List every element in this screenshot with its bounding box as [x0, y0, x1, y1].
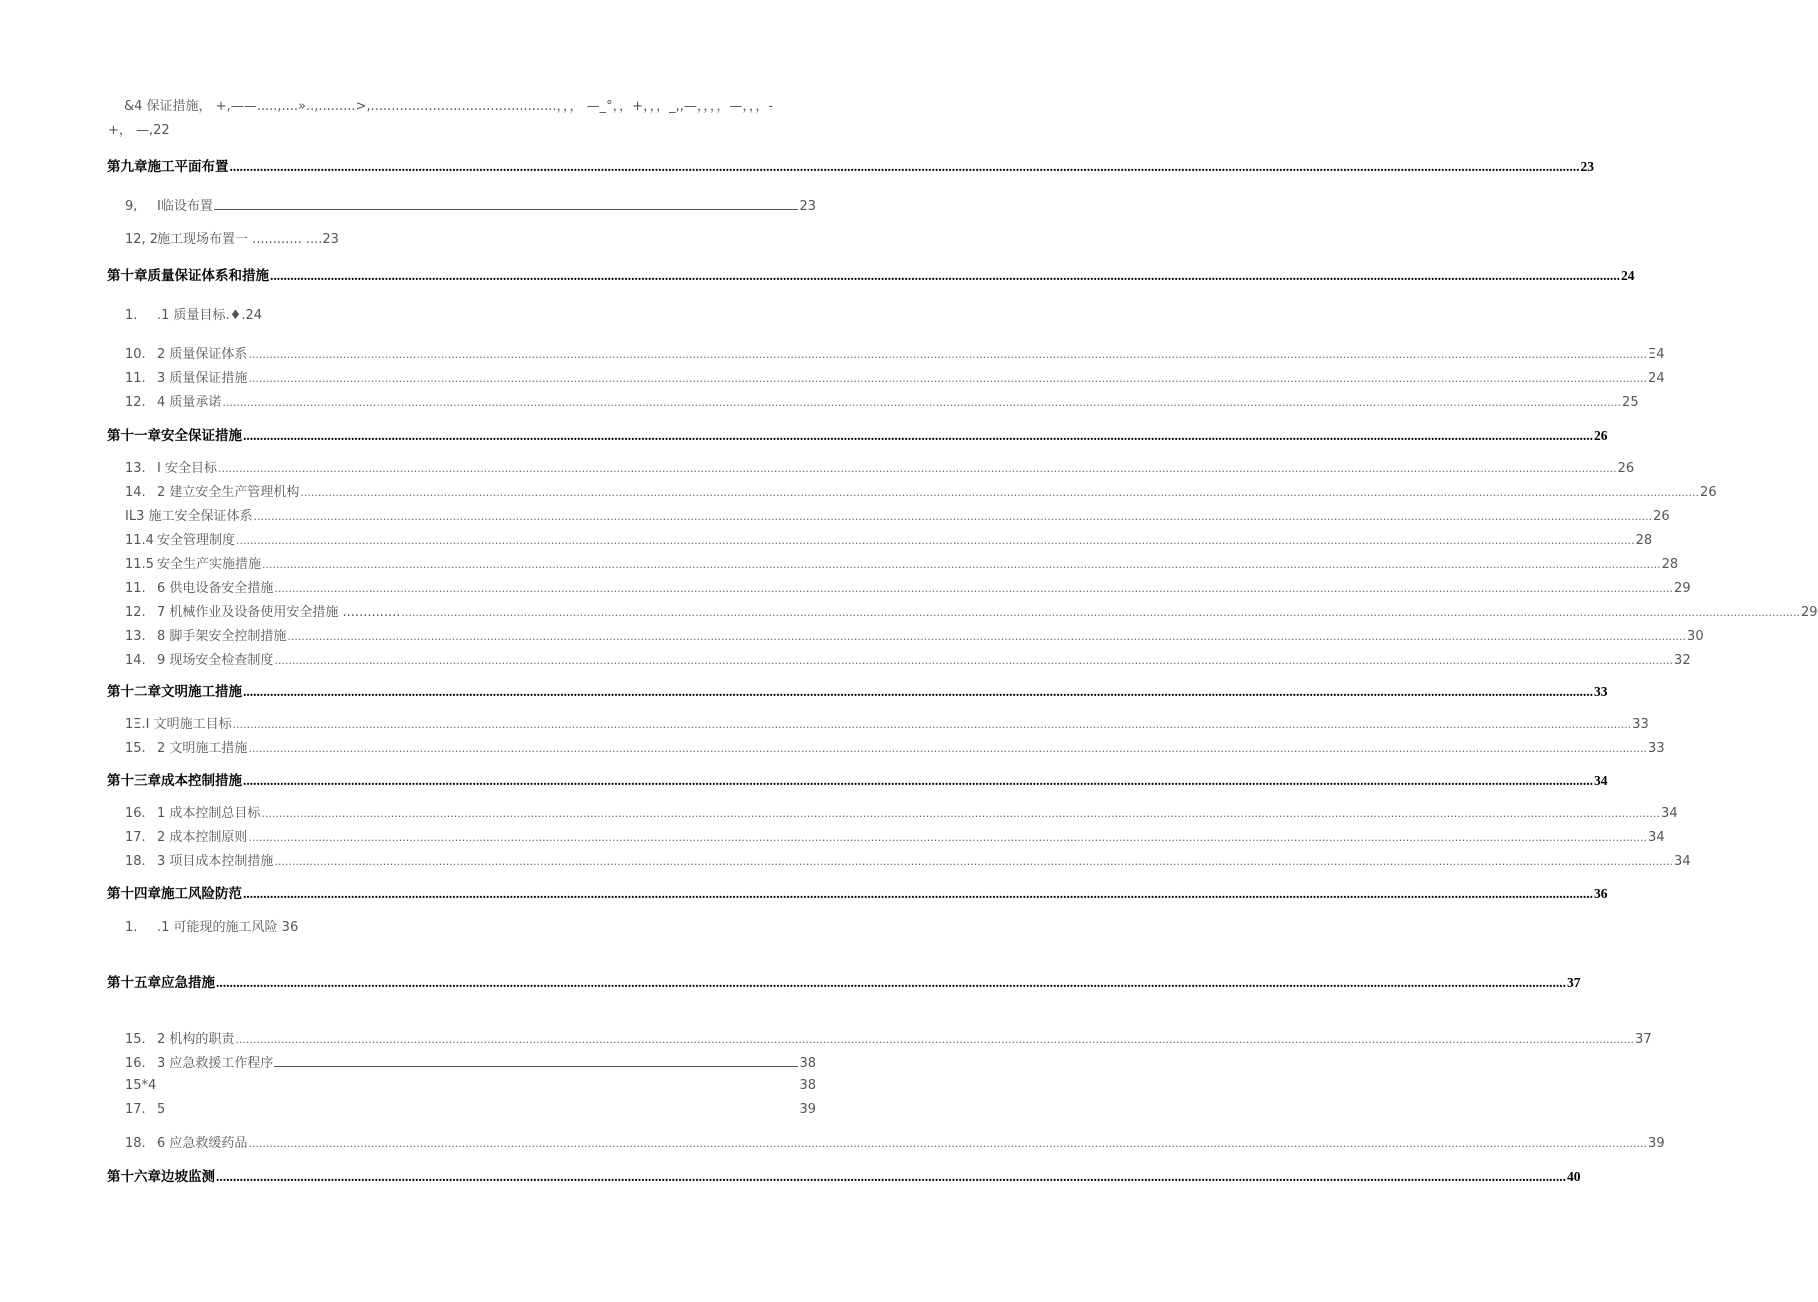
toc-entry-title: [125, 737, 247, 756]
toc-page-number: 33: [1632, 717, 1649, 732]
toc-page-number: 26: [1594, 428, 1608, 443]
toc-page-number: 28: [1635, 533, 1653, 548]
toc-leader: [214, 209, 799, 210]
toc-page-number: 40: [1567, 1169, 1581, 1184]
toc-entry-text: 2 文明施工措施: [157, 741, 248, 756]
toc-entry-number: 18.: [125, 854, 146, 869]
toc-entry-number: 11.: [125, 371, 146, 386]
toc-section-entry[interactable]: [125, 850, 1691, 869]
toc-entry-text: 3 应急救援工作程序: [157, 1056, 274, 1071]
toc-page-number: 26: [1653, 509, 1670, 524]
toc-entry-title: [125, 601, 400, 620]
toc-section-entry[interactable]: [125, 649, 1691, 668]
toc-section-entry[interactable]: [125, 481, 1717, 500]
toc-entry-text: 施工现场布置一 ............ ....23: [157, 232, 339, 247]
toc-leader: ................................................................................................................................................................................................................................................................................................................................................................................................................: [222, 396, 1622, 409]
toc-entry-text: I 安全目标: [157, 461, 217, 476]
toc-leader: ................................................................................................................................................................................................................................................................................................................................................................................................................: [216, 1169, 1566, 1184]
toc-entry-title: [125, 916, 298, 935]
toc-page-number: 32: [1674, 653, 1691, 668]
toc-page-number: 26: [1617, 461, 1635, 476]
toc-page-number: 33: [1648, 741, 1665, 756]
toc-entry-text: 3 项目成本控制措施: [157, 854, 274, 869]
toc-chapter-entry[interactable]: [107, 155, 1594, 175]
toc-page-number: 34: [1594, 773, 1608, 788]
toc-entry-text: 9 现场安全检查制度: [157, 653, 274, 668]
toc-section-entry[interactable]: [125, 713, 1649, 732]
toc-leader: ................................................................................................................................................................................................................................................................................................................................................................................................................: [253, 510, 1653, 523]
toc-entry-number: 10.: [125, 347, 146, 362]
toc-entry-number: 1.: [125, 308, 138, 323]
toc-entry-title: [125, 802, 260, 821]
toc-leader: ................................................................................................................................................................................................................................................................................................................................................................................................................: [243, 773, 1593, 788]
toc-entry-title: [125, 713, 232, 732]
toc-entry-title: [125, 304, 262, 323]
toc-section-entry[interactable]: [125, 343, 1665, 362]
toc-entry-title: [125, 529, 235, 548]
toc-entry-text: 3 质量保证措施: [157, 371, 248, 386]
toc-entry-text: 8 脚手架安全控制措施: [157, 629, 287, 644]
toc-entry-title: [125, 1052, 273, 1071]
toc-entry-title: [125, 195, 213, 214]
toc-entry-text: 安全管理制度: [157, 533, 236, 548]
toc-entry-title: [125, 577, 273, 596]
toc-entry-number: 11.: [125, 581, 146, 596]
toc-entry-number: 16.: [125, 1056, 146, 1071]
toc-section-entry[interactable]: [125, 457, 1635, 476]
toc-page-number: 39: [1648, 1136, 1665, 1151]
toc-section-entry[interactable]: [125, 1028, 1652, 1047]
toc-page-number: 33: [1594, 684, 1608, 699]
toc-page-number: 38: [799, 1056, 816, 1071]
toc-section-entry[interactable]: [125, 1052, 816, 1071]
toc-entry-number: 14.: [125, 653, 146, 668]
toc-page-number: 34: [1674, 854, 1691, 869]
toc-leader: ................................................................................................................................................................................................................................................................................................................................................................................................................: [248, 348, 1648, 361]
toc-entry-text: 6 应急救缓药品: [157, 1136, 248, 1151]
toc-leader: ................................................................................................................................................................................................................................................................................................................................................................................................................: [270, 268, 1620, 283]
toc-page-number: 24: [1648, 371, 1665, 386]
toc-section-entry[interactable]: [125, 601, 1818, 620]
toc-page-number: 26: [1700, 485, 1717, 500]
toc-entry-title: [125, 649, 273, 668]
toc-leader: ................................................................................................................................................................................................................................................................................................................................................................................................................: [229, 159, 1580, 174]
toc-entry-title: [107, 1165, 215, 1185]
toc-leader: ................................................................................................................................................................................................................................................................................................................................................................................................................: [274, 582, 1674, 595]
toc-entry-number: 17.: [125, 830, 146, 845]
toc-entry-text: 第十四章施工风险防范: [107, 886, 242, 901]
toc-section-entry[interactable]: [125, 553, 1679, 572]
toc-leader: ................................................................................................................................................................................................................................................................................................................................................................................................................: [401, 606, 1801, 619]
toc-entry-number: 9,: [125, 199, 138, 214]
toc-leader: ................................................................................................................................................................................................................................................................................................................................................................................................................: [261, 807, 1661, 820]
toc-section-entry[interactable]: [125, 625, 1704, 644]
toc-entry-title: [125, 391, 221, 410]
toc-entry-title: [125, 850, 273, 869]
toc-entry-title: [125, 1078, 156, 1093]
toc-entry-text: 第十二章文明施工措施: [107, 684, 242, 699]
toc-entry-text: IL3 施工安全保证体系: [125, 509, 253, 524]
toc-leader: ................................................................................................................................................................................................................................................................................................................................................................................................................: [216, 975, 1566, 990]
toc-chapter-entry[interactable]: [107, 264, 1635, 284]
toc-page-number: 37: [1567, 975, 1581, 990]
toc-section-entry[interactable]: [125, 529, 1653, 548]
toc-section-entry[interactable]: [125, 826, 1665, 845]
toc-leader: ................................................................................................................................................................................................................................................................................................................................................................................................................: [243, 684, 1593, 699]
toc-first-line-cont: [108, 119, 170, 138]
toc-entry-text: 1Ξ.I 文明施工目标: [125, 717, 232, 732]
toc-entry-number: 11.4: [125, 533, 154, 548]
toc-entry-title: [107, 264, 269, 284]
toc-page-number: 29: [1801, 605, 1818, 620]
toc-entry-number: 15.: [125, 1032, 146, 1047]
toc-leader: ................................................................................................................................................................................................................................................................................................................................................................................................................: [248, 742, 1648, 755]
toc-leader: ................................................................................................................................................................................................................................................................................................................................................................................................................: [217, 462, 1617, 475]
toc-section-entry[interactable]: [125, 195, 816, 214]
toc-entry-text: 2 机构的职责: [157, 1032, 235, 1047]
toc-entry-title: [125, 1102, 165, 1117]
toc-entry-text: 第十章质量保证体系和措施: [107, 268, 269, 283]
toc-leader: ................................................................................................................................................................................................................................................................................................................................................................................................................: [236, 534, 1635, 547]
toc-page-number: 39: [799, 1102, 816, 1117]
toc-entry-title: [107, 680, 242, 700]
toc-entry-number: 18.: [125, 1136, 146, 1151]
toc-entry-title: [125, 481, 299, 500]
toc-entry-title: [125, 343, 247, 362]
toc-leader: ................................................................................................................................................................................................................................................................................................................................................................................................................: [248, 831, 1648, 844]
toc-entry-title: [125, 625, 286, 644]
toc-entry-number: 13.: [125, 461, 146, 476]
toc-entry-title: [125, 826, 247, 845]
toc-section-entry[interactable]: [125, 1102, 816, 1117]
toc-entry-number: 12, 2: [125, 232, 159, 247]
toc-entry-title: [125, 228, 339, 247]
toc-chapter-entry[interactable]: [107, 882, 1608, 902]
toc-page-number: 24: [1621, 268, 1635, 283]
toc-entry-text: 4 质量承诺: [157, 395, 222, 410]
toc-entry-text: 1 成本控制总目标: [157, 806, 261, 821]
toc-entry-title: [107, 155, 229, 175]
toc-leader: ................................................................................................................................................................................................................................................................................................................................................................................................................: [300, 486, 1700, 499]
toc-page-number: 23: [1580, 159, 1594, 174]
toc-section-entry[interactable]: [125, 916, 816, 935]
toc-section-entry[interactable]: [125, 737, 1665, 756]
toc-entry-title: [107, 769, 242, 789]
toc-entry-text: 第十五章应急措施: [107, 975, 215, 990]
toc-entry-text: 第十六章边坡监测: [107, 1169, 215, 1184]
toc-entry-title: [107, 971, 215, 991]
toc-leader: ................................................................................................................................................................................................................................................................................................................................................................................................................: [248, 372, 1648, 385]
toc-page-number: 28: [1661, 557, 1679, 572]
toc-page-number: 34: [1648, 830, 1665, 845]
toc-chapter-entry[interactable]: [107, 971, 1581, 991]
toc-chapter-entry[interactable]: [107, 769, 1608, 789]
toc-entry-text: 安全生产实施措施: [157, 557, 262, 572]
toc-entry-text: 第九章施工平面布置: [107, 159, 229, 174]
toc-section-entry[interactable]: [125, 367, 1665, 386]
toc-leader: ................................................................................................................................................................................................................................................................................................................................................................................................................: [243, 428, 1593, 443]
toc-section-entry[interactable]: [125, 1078, 816, 1093]
toc-entry-title: [125, 505, 252, 524]
toc-section-entry[interactable]: [125, 505, 1670, 524]
toc-entry-title: [125, 457, 217, 476]
toc-leader: ................................................................................................................................................................................................................................................................................................................................................................................................................: [232, 718, 1632, 731]
toc-first-line: [124, 95, 773, 114]
toc-entry-text: 第十三章成本控制措施: [107, 773, 242, 788]
toc-page-number: 38: [799, 1078, 816, 1093]
toc-entry-number: 15.: [125, 741, 146, 756]
toc-entry-title: [125, 553, 261, 572]
toc-leader: ................................................................................................................................................................................................................................................................................................................................................................................................................: [243, 886, 1593, 901]
toc-entry-text: .1 质量目标.♦.24: [157, 308, 262, 323]
toc-page-number: 25: [1622, 395, 1639, 410]
toc-entry-number: 14.: [125, 485, 146, 500]
toc-entry-title: [107, 424, 242, 444]
toc-page-number: 37: [1635, 1032, 1652, 1047]
toc-entry-text: 6 供电设备安全措施: [157, 581, 274, 596]
toc-entry-text: 5: [157, 1102, 166, 1117]
toc-entry-title: [107, 882, 242, 902]
toc-first-line-cont-text: +， —,22: [108, 123, 170, 138]
toc-entry-text: 2 质量保证体系: [157, 347, 248, 362]
toc-leader: ................................................................................................................................................................................................................................................................................................................................................................................................................: [235, 1033, 1635, 1046]
toc-chapter-entry[interactable]: [107, 1165, 1581, 1185]
toc-page-number: 36: [1594, 886, 1608, 901]
toc-chapter-entry[interactable]: [107, 424, 1608, 444]
toc-section-entry[interactable]: [125, 802, 1678, 821]
toc-leader: ................................................................................................................................................................................................................................................................................................................................................................................................................: [262, 558, 1661, 571]
toc-entry-number: 12.: [125, 395, 146, 410]
toc-page-number: 23: [799, 199, 816, 214]
toc-entry-number: 16.: [125, 806, 146, 821]
toc-leader: [274, 1066, 798, 1067]
toc-entry-number: 1.: [125, 920, 138, 935]
toc-entry-title: [125, 367, 247, 386]
toc-entry-number: 17.: [125, 1102, 146, 1117]
toc-entry-text: 7 机械作业及设备使用安全措施 ..............: [157, 605, 401, 620]
toc-entry-text: 第十一章安全保证措施: [107, 428, 242, 443]
toc-page-number: Ξ4: [1648, 347, 1665, 362]
toc-entry-number: 11.5: [125, 557, 154, 572]
toc-section-entry[interactable]: [125, 391, 1639, 410]
toc-section-entry[interactable]: [125, 1132, 1665, 1151]
toc-entry-text: .1 可能现的施工风险 36: [157, 920, 299, 935]
toc-page-number: 34: [1661, 806, 1678, 821]
toc-entry-text: I临设布置: [157, 199, 213, 214]
toc-entry-text: 2 建立安全生产管理机构: [157, 485, 300, 500]
toc-leader: ................................................................................................................................................................................................................................................................................................................................................................................................................: [274, 654, 1674, 667]
toc-leader: ................................................................................................................................................................................................................................................................................................................................................................................................................: [274, 855, 1674, 868]
toc-entry-title: [125, 1028, 234, 1047]
toc-first-line-text: &4 保证措施， +,——.....,....»..,.........>,.............................................，，， —_°，，+，，，_,,—，，，，—，，，-: [124, 99, 774, 114]
toc-entry-title: [125, 1132, 247, 1151]
toc-entry-number: 13.: [125, 629, 146, 644]
toc-entry-text: 15*4: [125, 1078, 157, 1093]
toc-entry-text: 2 成本控制原则: [157, 830, 248, 845]
toc-page-number: 29: [1674, 581, 1691, 596]
toc-leader: ................................................................................................................................................................................................................................................................................................................................................................................................................: [248, 1137, 1648, 1150]
toc-entry-number: 12.: [125, 605, 146, 620]
toc-section-entry[interactable]: [125, 304, 816, 323]
toc-leader: ................................................................................................................................................................................................................................................................................................................................................................................................................: [287, 630, 1687, 643]
toc-section-entry[interactable]: [125, 228, 816, 247]
toc-section-entry[interactable]: [125, 577, 1691, 596]
toc-chapter-entry[interactable]: [107, 680, 1608, 700]
toc-page-number: 30: [1687, 629, 1704, 644]
